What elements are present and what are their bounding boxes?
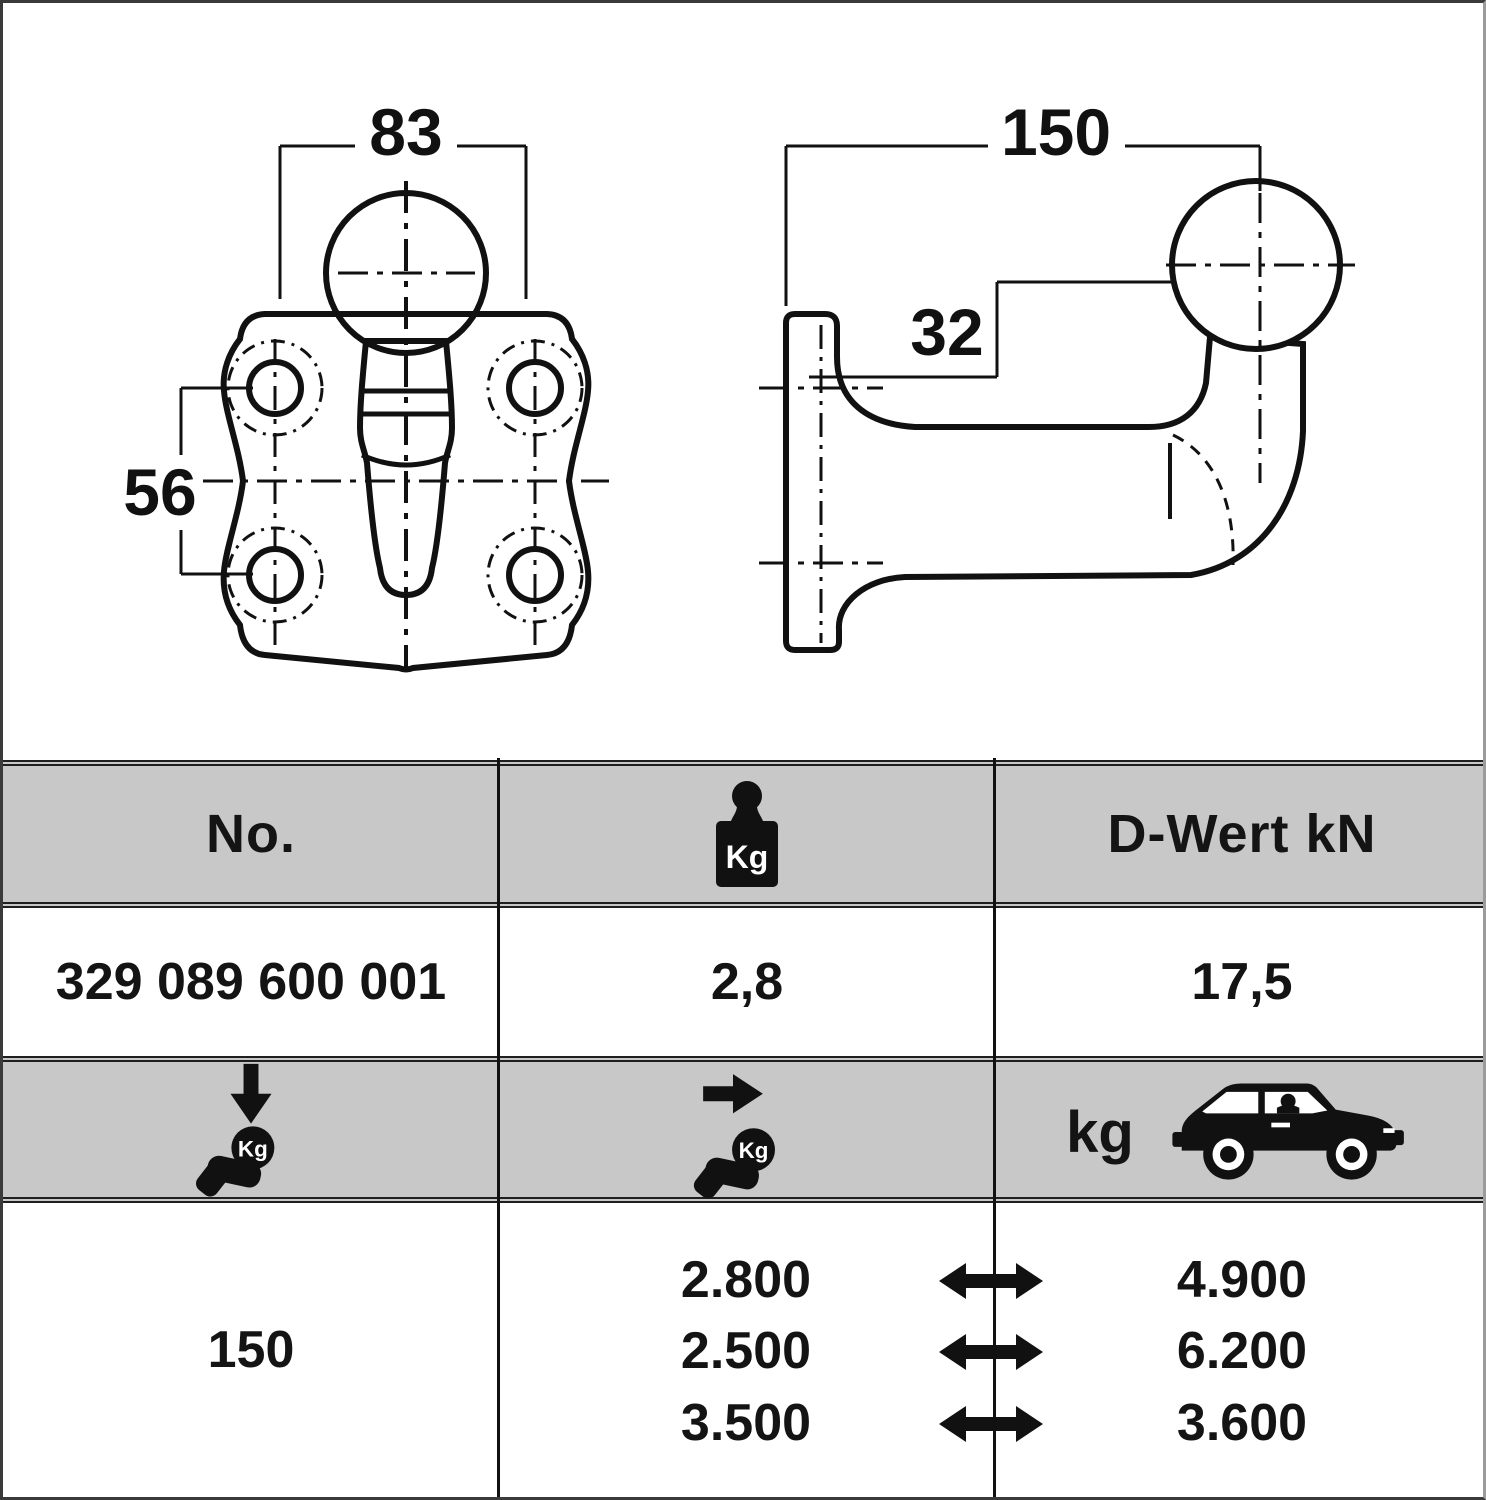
tongue-load-value: 2.500 xyxy=(680,1322,812,1380)
front-wheel xyxy=(1326,1129,1376,1179)
tongue-load-value: 2.800 xyxy=(680,1251,812,1309)
towbar-horizontal-load-icon xyxy=(692,1062,802,1202)
weight-kg-icon xyxy=(707,779,787,889)
left-right-arrow-icon xyxy=(939,1404,1043,1444)
dim-150-label: 150 xyxy=(1000,95,1112,169)
part-number-cell xyxy=(3,908,499,1056)
dimension-32 xyxy=(809,282,1173,377)
header-weight-cell xyxy=(499,766,995,902)
vertical-load-cell xyxy=(3,1062,499,1202)
table-icons-row xyxy=(3,1056,1486,1203)
header-dwert-cell xyxy=(995,766,1486,902)
no-header-label: No. xyxy=(206,804,296,864)
side-view-drawing xyxy=(759,95,1355,650)
car-icon xyxy=(1162,1076,1418,1188)
technical-drawings xyxy=(3,3,1486,760)
dwert-header-label: D-Wert kN xyxy=(1107,804,1377,864)
dvalue-cell xyxy=(995,908,1486,1056)
front-view-drawing xyxy=(123,95,609,670)
d-value: 17,5 xyxy=(1191,953,1293,1011)
table-divider-left xyxy=(497,758,500,1499)
down-arrow-icon xyxy=(230,1064,271,1124)
weight-value-cell xyxy=(499,908,995,1056)
vertical-load-kg-label: Kg xyxy=(237,1136,268,1162)
ball-height-value: 150 xyxy=(207,1320,295,1379)
table-values-row xyxy=(3,908,1486,1056)
right-arrow-icon xyxy=(703,1074,763,1113)
weight-value: 2,8 xyxy=(710,953,784,1011)
tongue-load-value: 3.500 xyxy=(680,1394,812,1452)
ball-height-cell xyxy=(3,1203,499,1496)
table-divider-right xyxy=(993,758,996,1499)
towbar-arm-outline xyxy=(786,314,1303,650)
towable-mass-value: 4.900 xyxy=(1176,1251,1308,1309)
dim-56-label: 56 xyxy=(123,455,197,529)
towable-mass-cell xyxy=(995,1062,1486,1202)
dimension-83 xyxy=(280,95,526,299)
left-right-arrow-icon xyxy=(939,1332,1043,1372)
part-number: 329 089 600 001 xyxy=(55,953,447,1011)
horizontal-load-kg-label: Kg xyxy=(738,1138,769,1164)
towbar-vertical-load-icon xyxy=(196,1062,306,1202)
kg-label: kg xyxy=(1066,1099,1134,1165)
towable-mass-value: 3.600 xyxy=(1176,1394,1308,1452)
table-header-row xyxy=(3,760,1486,908)
left-right-arrow-icon xyxy=(939,1261,1043,1301)
rear-wheel xyxy=(1203,1129,1253,1179)
horizontal-load-cell xyxy=(499,1062,995,1202)
dim-83-label: 83 xyxy=(369,95,443,169)
weight-icon-kg-label: Kg xyxy=(725,839,769,875)
header-no-cell xyxy=(3,766,499,902)
towable-mass-value: 6.200 xyxy=(1176,1322,1308,1380)
dim-32-label: 32 xyxy=(910,295,984,369)
